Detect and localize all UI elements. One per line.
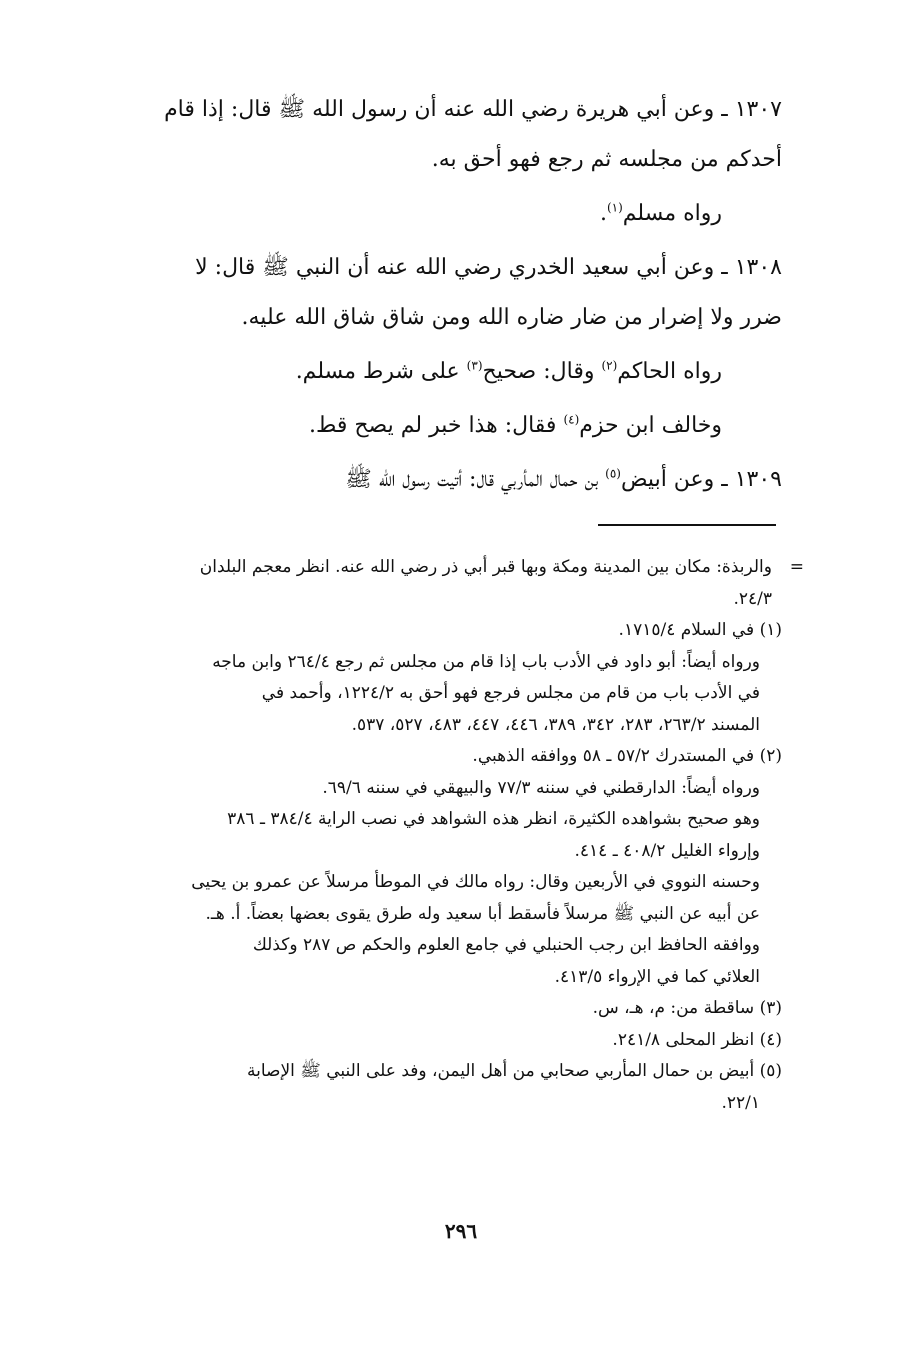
footnote-2-line-7: ووافقه الحافظ ابن رجب الحنبلي في جامع العلوم والحكم ص ٢٨٧ وكذلك <box>252 935 760 955</box>
footnote-2-line-3: وهو صحيح بشواهده الكثيرة، انظر هذه الشواهد في نصب الراية ٣٨٤/٤ ـ ٣٨٦ <box>227 809 760 829</box>
hadith-1308-ibn-hazm: وخالف ابن حزم$^{(٤)}$ فقال: هذا خبر لم يصح قط. <box>308 412 722 438</box>
footnote-2 <box>82 741 782 993</box>
hadith-1308-line-2: ضرر ولا إضرار من ضار ضاره الله ومن شاق شاق الله عليه. <box>241 305 782 330</box>
footnote-4: (٤) انظر المحلى ٢٤١/٨. <box>612 1029 782 1050</box>
footnote-ref-4[interactable]: (٤) <box>563 412 580 427</box>
footnote-1-line-4: المسند ٢٦٣/٢، ٢٨٣، ٣٤٢، ٣٨٩، ٤٤٦، ٤٤٧، ٤٨٣، ٥٢٧، ٥٣٧. <box>351 714 760 735</box>
footnote-2-line-5: وحسنه النووي في الأربعين وقال: رواه مالك في الموطأ مرسلاً عن عمرو بن يحيى <box>191 872 760 892</box>
footnote-2-line-4: وإرواء الغليل ٤٠٨/٢ ـ ٤١٤. <box>574 840 760 861</box>
footnote-ref-2[interactable]: (٢) <box>601 358 618 373</box>
footnote-5-line-1: (٥) أبيض بن حمال المأربي صحابي من أهل اليمن، وفد على النبي ﷺ الإصابة <box>247 1061 782 1081</box>
footnote-1-line-3: في الأدب باب من قام من مجلس فرجع فهو أحق به ١٢٢٤/٢، وأحمد في <box>261 683 760 703</box>
footnote-ref-5[interactable]: (٥) <box>605 466 621 481</box>
hadith-1307-line-1: ١٣٠٧ ـ وعن أبي هريرة رضي الله عنه أن رسول الله ﷺ قال: إذا قام <box>164 97 782 122</box>
footnote-2-line-6: عن أبيه عن النبي ﷺ مرسلاً فأسقط أبا سعيد وله طرق يقوى بعضها بعضاً. أ. هـ. <box>205 903 760 924</box>
hadith-1307-source: رواه مسلم$^{(١)}$. <box>599 200 722 226</box>
footnote-2-line-8: العلائي كما في الإرواء ٤١٣/٥. <box>554 966 760 987</box>
footnote-1-line-2: ورواه أيضاً: أبو داود في الأدب باب إذا قام من مجلس ثم رجع ٢٦٤/٤ وابن ماجه <box>212 651 760 672</box>
footnote-5 <box>82 1056 782 1119</box>
footnote-continued-line-1: والربذة: مكان بين المدينة ومكة وبها قبر أبي ذر رضي الله عنه. انظر معجم البلدان <box>199 557 772 577</box>
hadith-1308-line-1: ١٣٠٨ ـ وعن أبي سعيد الخدري رضي الله عنه أن النبي ﷺ قال: لا <box>195 255 782 280</box>
hadith-1307-line-2: أحدكم من مجلسه ثم رجع فهو أحق به. <box>431 147 782 172</box>
hadith-1308-source: رواه الحاكم$^{(٢)}$ وقال: صحيح$^{(٣)}$ على شرط مسلم. <box>295 358 722 384</box>
footnote-5-line-2: ٢٢/١. <box>721 1092 760 1113</box>
footnote-2-line-1: (٢) في المستدرك ٥٧/٢ ـ ٥٨ ووافقه الذهبي. <box>472 746 782 766</box>
page-number: ٢٩٦ <box>444 1219 478 1243</box>
main-text <box>82 85 782 505</box>
footnote-continued-line-2: ٢٤/٣. <box>733 588 772 609</box>
footnote-continued <box>82 552 804 615</box>
footnote-3: (٣) ساقطة من: م، هـ، س. <box>592 998 782 1018</box>
footnote-ref-3[interactable]: (٣) <box>466 358 483 373</box>
footnote-ref-1[interactable]: (١) <box>606 200 623 215</box>
continuation-marker: = <box>789 557 804 577</box>
footnote-2-line-2: ورواه أيضاً: الدارقطني في سننه ٧٧/٣ والبيهقي في سننه ٦٩/٦. <box>322 777 760 798</box>
footnote-1 <box>82 615 782 741</box>
footnote-separator <box>598 524 776 526</box>
footnote-1-line-1: (١) في السلام ١٧١٥/٤. <box>618 620 782 640</box>
footnotes <box>82 552 804 1119</box>
hadith-1309-line-1: ١٣٠٩ ـ وعن أبيض$^{(٥)}$ بن حمال المأربي قال: أتيت رسول الله ﷺ <box>345 466 782 492</box>
